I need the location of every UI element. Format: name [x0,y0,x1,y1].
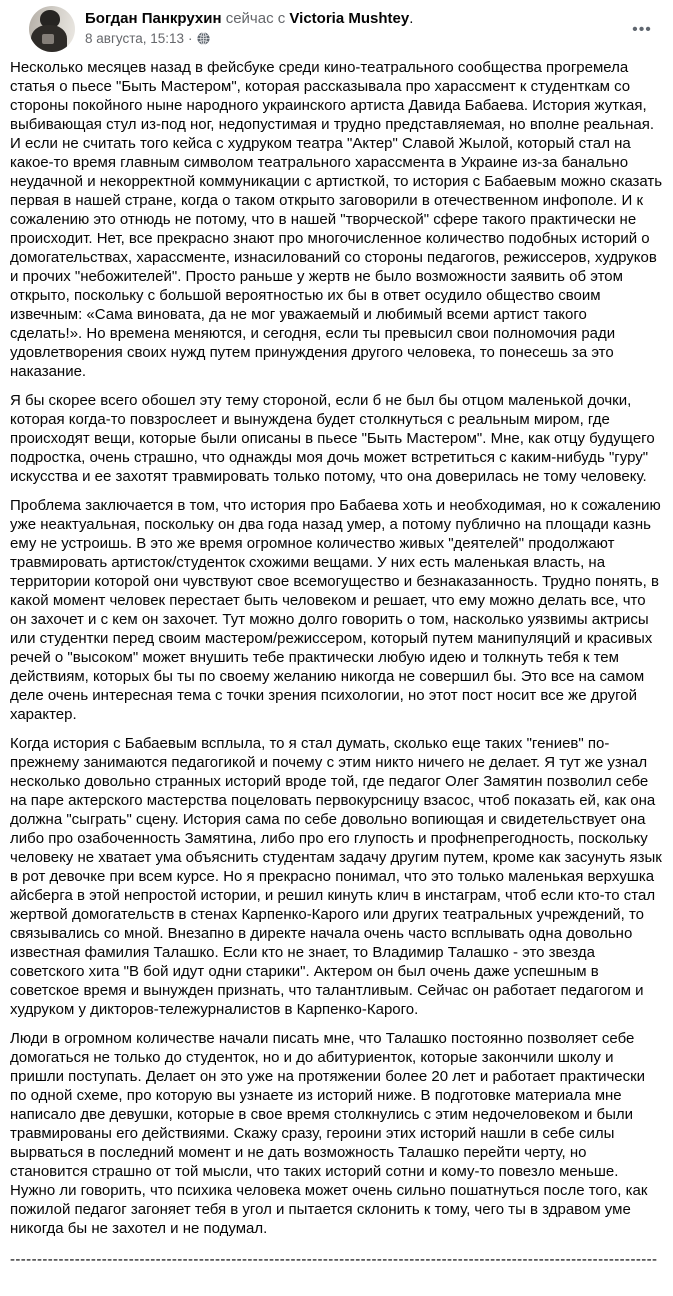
post-body-text [0,56,673,1269]
more-options-button[interactable] [625,18,659,42]
post-paragraph: Люди в огромном количестве начали писать мне, что Талашко постоянно позволяет себе домогаться не только до студенток, но и до абитуриенток, которые закончили школу и пришли поступать. Делает он это уже на протяжении более 20 лет и работает практически по одной схеме, про которую вы узнаете из историй ниже. В подготовке материала мне написало две девушки, которые в свое время столкнулись с этим недочеловеком и были травмированы его действиями. Скажу сразу, героини этих историй нашли в себе силы вырваться в последний момент и не дать возможность Талашко перейти черту, но становится страшно от той мысли, что таких историй сотни и кому-то повезло меньше. Нужно ли говорить, что психика человека может очень сильно пошатнуться после того, как пожилой педагог загоняет тебя в угол и пытается склонить к тому, чего ты в здравом уме никогда бы не захотел и не подумал. [10,1030,648,1237]
byline-period: . [409,10,414,27]
post-paragraph: Несколько месяцев назад в фейсбуке среди кино-театрального сообщества прогремела статья о пьесе "Быть Мастером", которая рассказывала про харассмент к студенткам со стороны покойного ныне народного украинского артиста Давида Бабаева. История жуткая, выбивающая стул из-под ног, недопустимая и трудно представляемая, но вполне реальная. И если не считать того кейса с худруком театра "Актер" Славой Жылой, который стал на какое-то время главным символом театрального харассмента в Украине из-за банально неудачной и некорректной коммуникации с артисткой, то история с Бабаевым можно сказать первая в нашей стране, когда о таком открыто заговорили в отечественном инфополе. И к сожалению это отнюдь не потому, что в нашей "творческой" сфере такого практически не происходит. Нет, все прекрасно знают про многочисленное количество подобных историй о домогательствах, харассменте, изнасилований со стороны педагогов, режиссеров, худруков и прочих "небожителей". Просто раньше у жертв не было возможности заявить об этом открыто, поскольку с большой вероятностью их бы в ответ осудило общество своим извечным: «Сама виновата, да не мог уважаемый и любимый всеми артист такого сделать!». Но времена меняются, и сегодня, если ты превысил свои полномочия ради удовлетворения своих нужд путем принуждения другого человека, то понесешь за это наказание. [10,59,663,380]
post-paragraph: Я бы скорее всего обошел эту тему стороной, если б не был бы отцом маленькой дочки, которая когда-то повзрослеет и вынуждена будет столкнуться с реальным миром, где происходят вещи, которые были описаны в пьесе "Быть Мастером". Мне, как отцу будущего подростка, очень страшно, что однажды моя дочь может встретиться с каким-нибудь "гуру" искусства и ее захотят травмировать только потому, что она доверилась не тому человеку. [10,392,655,485]
post-header [0,0,673,56]
post-paragraph: Когда история с Бабаевым всплыла, то я стал думать, сколько еще таких "гениев" по-прежнему занимаются педагогикой и почему с этим никто ничего не делает. Я тут же узнал несколько довольно странных историй вроде той, где педагог Олег Замятин позволил себе на паре актерского мастерства поцеловать первокурсницу взасос, чтоб показать ей, как она должна "сыграть" сцену. История сама по себе довольно вопиющая и свидетельствует она либо про озабоченность Замятина, либо про его глупость и профнепрегодность, поскольку человеку не хватает ума объяснить студентам задачу другим путем, кроме как засунуть язык в рот девочке при всем курсе. Но я прекрасно понимал, что это только маленькая верхушка айсберга в этой непростой истории, и решил кинуть клич в инстаграм, чтоб если кто-то стал жертвой домогательств в стенах Карпенко-Карого или других театральных учреждений, то связывались со мной. Внезапно в директе начала очень часто всплывать одна довольно известная фамилия Талашко. Если кто не знает, то Владимир Талашко - это звезда советского хита "В бой идут одни старики". Актером он был очень даже успешным в советское время и вынужден признать, что талантливым. Сейчас он работает педагогом и худруком у дикторов-тележурналистов в Карпенко-Карого. [10,735,662,1018]
tagged-friend-link[interactable]: Victoria Mushtey [289,10,410,27]
avatar-photo-shirt-print [42,34,54,44]
post-meta [85,31,413,46]
ellipsis-icon: ••• [632,21,652,38]
dashed-separator-text: ------------------------------------------------------------------------------------------------------------------------ [10,1251,658,1268]
meta-dot: · [188,31,193,46]
author-name-link[interactable]: Богдан Панкрухин [85,10,222,27]
post-byline [85,9,413,28]
globe-icon [197,32,210,45]
timestamp-link[interactable]: 8 августа, 15:13 [85,31,185,46]
header-text [85,6,413,46]
avatar[interactable] [29,6,75,52]
post-paragraph: Проблема заключается в том, что история про Бабаева хоть и необходимая, но к сожалению уже неактуальная, поскольку он два года назад умер, а потому публично на площади казнь ему не устроишь. В это же время огромное количество живых "деятелей" продолжают травмировать артисток/студенток схожими вещами. У них есть маленькая власть, на территории которой они чувствуют свое всемогущество и безнаказанность. Трудно понять, в какой момент человек перестает быть человеком и решает, что ему можно делать все, что он захочет и с кем он захочет. Тут можно долго говорить о том, насколько уязвимы актрисы или студентки перед своим мастером/режиссером, который путем манипуляций и красивых речей о "высоком" может внушить тебе практически любую идею и толкнуть тебя к тем действиям, которых бы ты по своему желанию никогда не совершил бы. Это все на самом деле очень интересная тема с точки зрения психологии, но этот пост носит все же другой характер. [10,497,661,723]
byline-context-text: сейчас с [225,10,286,27]
